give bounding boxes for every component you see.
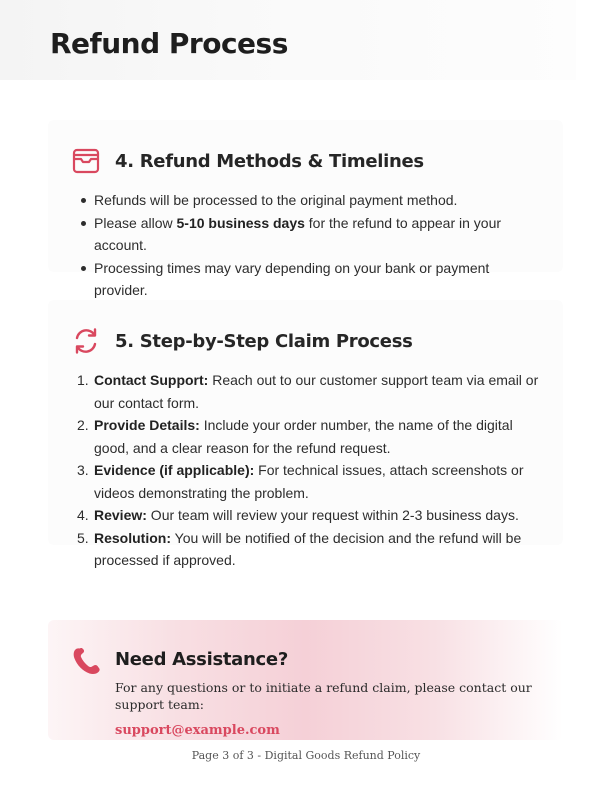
step-item <box>77 527 542 572</box>
step-label: Resolution: <box>94 529 171 546</box>
step-label: Provide Details: <box>94 417 200 433</box>
step-text: Our team will review your request within 2-3 business days. <box>146 507 519 523</box>
section-title: 5. Step-by-Step Claim Process <box>115 330 413 352</box>
claim-steps-list <box>77 369 542 572</box>
item-text: Refunds will be processed to the original payment method. <box>94 192 458 208</box>
step-text: Reach out to our customer support team via email or our contact form. <box>94 372 539 411</box>
item-bold-text: 5-10 business days <box>176 214 305 231</box>
item-text: Processing times may vary depending on your bank or payment provider. <box>94 259 490 298</box>
step-text: Include your order number, the name of the digital good, and a clear reason for the refund request. <box>94 417 513 456</box>
step-label: Review: <box>94 507 147 523</box>
step-text: You will be notified of the decision and the refund will be processed if approved. <box>94 529 522 568</box>
assistance-title: Need Assistance? <box>115 649 288 670</box>
step-number: 5. <box>77 529 89 546</box>
step-number: 2. <box>77 417 89 433</box>
claim-process-header <box>72 327 413 355</box>
wallet-icon <box>72 147 100 175</box>
section-title: 4. Refund Methods & Timelines <box>115 150 424 172</box>
step-label: Contact Support: <box>94 372 209 388</box>
phone-icon <box>72 647 101 675</box>
step-item <box>77 504 542 527</box>
assistance-text: For any questions or to initiate a refund claim, please contact our support team: <box>115 680 532 712</box>
list-item <box>94 212 542 257</box>
page-footer: Page 3 of 3 - Digital Goods Refund Policy <box>191 749 421 762</box>
step-text: For technical issues, attach screenshots or videos demonstrating the problem. <box>94 462 524 501</box>
step-number: 1. <box>77 372 89 388</box>
list-item <box>94 257 542 302</box>
page-title: Refund Process <box>50 27 288 60</box>
step-item <box>77 369 542 414</box>
list-item <box>94 189 542 212</box>
refund-methods-header <box>72 147 424 175</box>
step-item <box>77 414 542 459</box>
support-email-link[interactable]: support@example.com <box>115 723 280 738</box>
step-number: 4. <box>77 507 89 523</box>
refund-methods-list <box>94 189 542 302</box>
step-item <box>77 459 542 504</box>
refresh-icon <box>72 327 100 355</box>
step-label: Evidence (if applicable): <box>94 462 255 478</box>
step-number: 3. <box>77 462 89 478</box>
item-text: for the refund to appear in your account. <box>94 214 502 253</box>
item-text: Please allow <box>94 214 177 231</box>
